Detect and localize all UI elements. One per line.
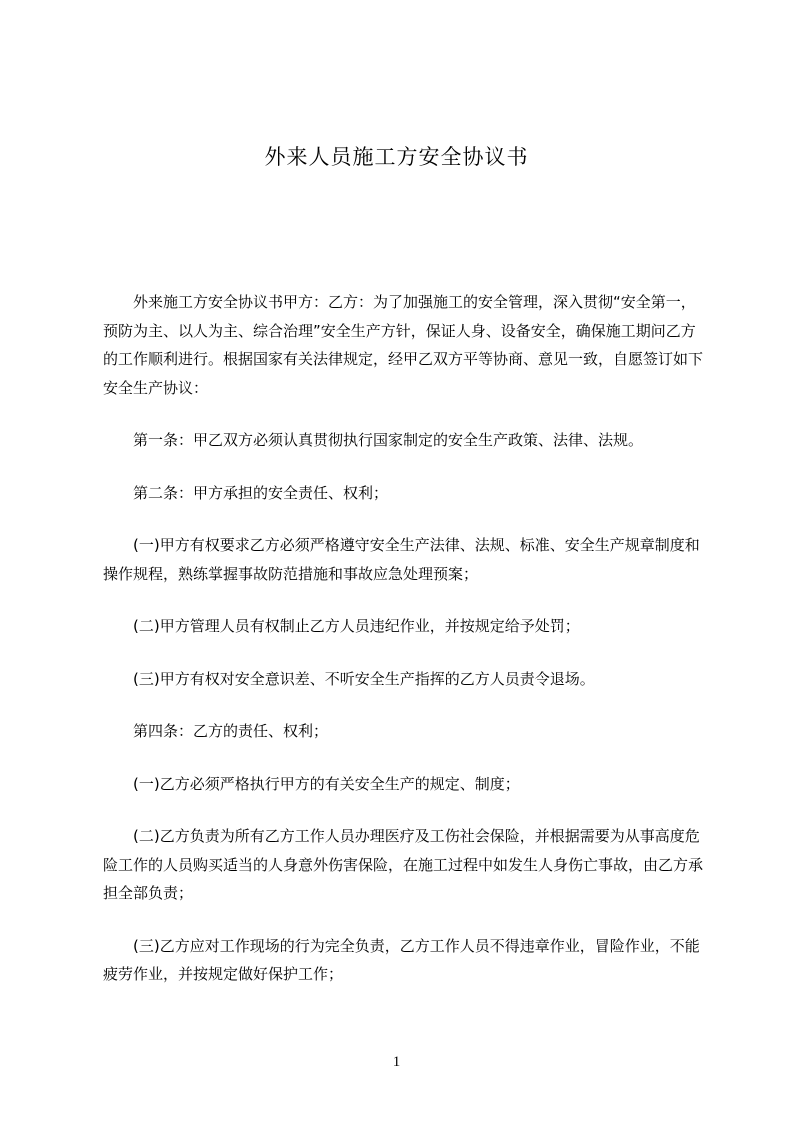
page-number: 1 <box>392 1054 401 1070</box>
paragraph-article-4-item-3: (三)乙方应对工作现场的行为完全负责，乙方工作人员不得违章作业，冒险作业，不能疲劳作业，并按规定做好保护工作； <box>103 936 700 983</box>
paragraph-article-4: 第四条：乙方的责任、权利； <box>133 722 329 740</box>
paragraph-article-2-item-1: (一)甲方有权要求乙方必须严格遵守安全生产法律、法规、标准、安全生产规章制度和操作规程，熟练掌握事故防范措施和事故应急处理预案； <box>103 536 700 583</box>
paragraph-intro: 外来施工方安全协议书甲方：乙方：为了加强施工的安全管理，深入贯彻“安全第一，预防为主、以人为主、综合治理”安全生产方针，保证人身、设备安全，确保施工期问乙方的工作顺利进行。根据国家有关法律规定，经甲乙双方平等协商、意见一致，自愿签订如下安全生产协议： <box>103 293 704 397</box>
paragraph-article-4-item-2: (二)乙方负责为所有乙方工作人员办理医疗及工伤社会保险，并根据需要为从事高度危险工作的人员购买适当的人身意外伤害保险，在施工过程中如发生人身伤亡事故，由乙方承担全部负责； <box>103 827 704 902</box>
paragraph-article-1: 第一条：甲乙双方必须认真贯彻执行国家制定的安全生产政策、法律、法规。 <box>133 431 644 449</box>
paragraph-article-2: 第二条：甲方承担的安全责任、权利； <box>133 483 389 502</box>
paragraph-article-4-item-1: (一)乙方必须严格执行甲方的有关安全生产的规定、制度； <box>133 774 520 793</box>
document-body <box>103 288 703 1013</box>
document-title: 外来人员施工方安全协议书 <box>264 145 529 169</box>
paragraph-article-2-item-2: (二)甲方管理人员有权制止乙方人员违纪作业，并按规定给予处罚； <box>133 617 580 635</box>
paragraph-article-2-item-3: (三)甲方有权对安全意识差、不听安全生产指挥的乙方人员责令退场。 <box>133 669 595 688</box>
